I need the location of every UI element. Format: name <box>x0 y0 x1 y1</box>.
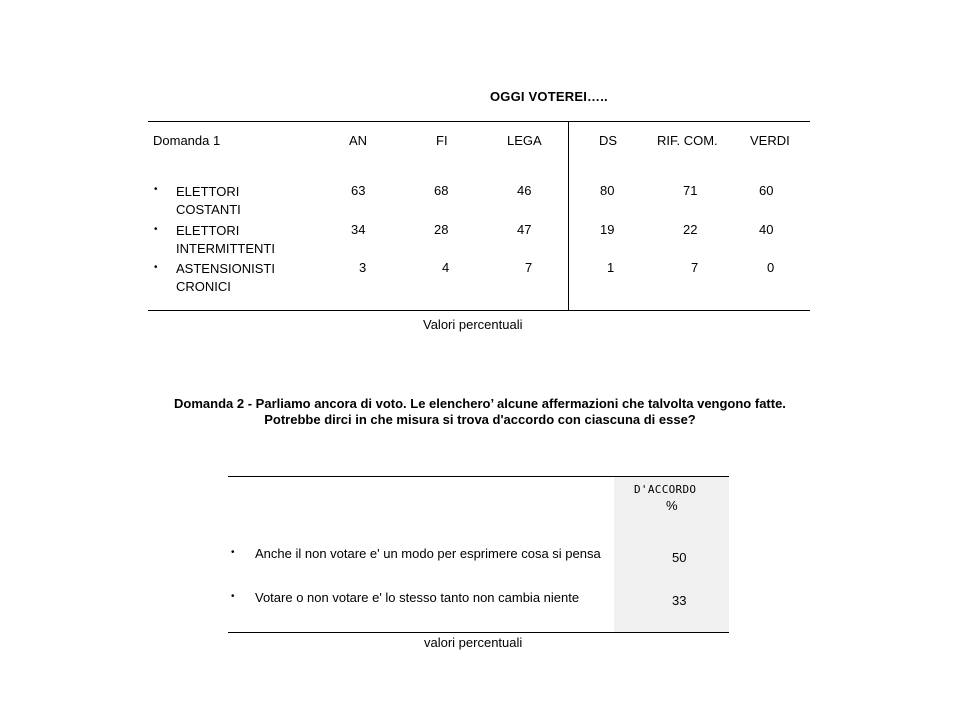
table-cell: 34 <box>351 222 366 237</box>
table-cell: 80 <box>600 183 615 198</box>
bullet-icon: • <box>231 591 235 602</box>
table2-row-value: 50 <box>672 550 687 565</box>
table-cell: 1 <box>607 260 615 275</box>
table-cell: 46 <box>517 183 532 198</box>
table2-header-unit: % <box>666 498 678 513</box>
column-header-fi: FI <box>436 133 448 148</box>
table1-bottom-rule <box>148 310 810 311</box>
table2-note: valori percentuali <box>424 635 523 650</box>
table-cell: 3 <box>359 260 367 275</box>
table-cell: 63 <box>351 183 366 198</box>
table-cell: 7 <box>525 260 533 275</box>
bullet-icon: • <box>154 224 158 235</box>
table2-row-value: 33 <box>672 593 687 608</box>
table2-header-label: D'ACCORDO <box>634 483 697 496</box>
column-header-ds: DS <box>599 133 618 148</box>
bullet-icon: • <box>154 262 158 273</box>
table1-title: OGGI VOTEREI….. <box>490 89 608 104</box>
row-label-line2: INTERMITTENTI <box>176 241 275 256</box>
row-label-line1: ELETTORI <box>176 184 240 199</box>
table-cell: 28 <box>434 222 449 237</box>
table1-header-label: Domanda 1 <box>153 133 221 148</box>
table-cell: 7 <box>691 260 699 275</box>
table1-column-divider <box>568 121 569 310</box>
question2-line1: Domanda 2 - Parliamo ancora di voto. Le elenchero’ alcune affermazioni che talvolta vengono fatte. <box>174 396 786 411</box>
table1-note: Valori percentuali <box>423 317 523 332</box>
row-label-astensionisti-cronici <box>176 260 275 296</box>
question2-line2: Potrebbe dirci in che misura si trova d'accordo con ciascuna di esse? <box>264 412 696 427</box>
table1-top-rule <box>148 121 810 122</box>
bullet-icon: • <box>154 184 158 195</box>
table-cell: 19 <box>600 222 615 237</box>
table-cell: 68 <box>434 183 449 198</box>
table2-top-rule <box>228 476 729 477</box>
table-cell: 40 <box>759 222 774 237</box>
column-header-verdi: VERDI <box>750 133 790 148</box>
column-header-an: AN <box>349 133 368 148</box>
table-cell: 0 <box>767 260 775 275</box>
bullet-icon: • <box>231 547 235 558</box>
question2-heading <box>140 396 820 428</box>
row-label-elettori-intermittenti <box>176 222 275 258</box>
row-label-line2: COSTANTI <box>176 202 241 217</box>
row-label-line2: CRONICI <box>176 279 231 294</box>
column-header-lega: LEGA <box>507 133 542 148</box>
column-header-rif-com: RIF. COM. <box>657 133 718 148</box>
row-label-elettori-costanti <box>176 183 241 219</box>
table2-row-text: Votare o non votare e' lo stesso tanto non cambia niente <box>255 590 580 605</box>
table-cell: 71 <box>683 183 698 198</box>
table2-row-text: Anche il non votare e' un modo per esprimere cosa si pensa <box>255 546 601 561</box>
row-label-line1: ASTENSIONISTI <box>176 261 275 276</box>
table-cell: 4 <box>442 260 450 275</box>
table2-bottom-rule <box>228 632 729 633</box>
table-cell: 22 <box>683 222 698 237</box>
table-cell: 60 <box>759 183 774 198</box>
row-label-line1: ELETTORI <box>176 223 240 238</box>
table-cell: 47 <box>517 222 532 237</box>
